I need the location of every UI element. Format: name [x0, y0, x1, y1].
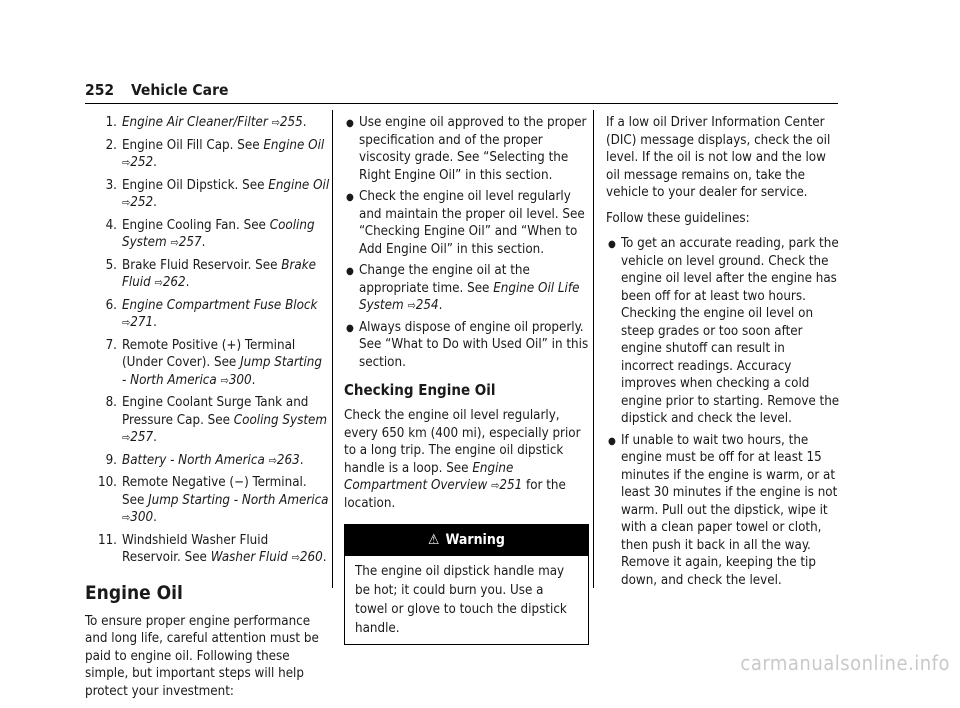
page-ref[interactable]: 252 — [130, 195, 154, 210]
page-ref-arrow-icon: ⇨ — [170, 236, 179, 249]
item-number: 5. — [105, 257, 117, 273]
cross-reference-link[interactable]: Jump Starting - North America — [148, 492, 329, 508]
page-ref[interactable]: 257 — [130, 430, 154, 445]
warning-icon: ⚠ — [428, 532, 440, 548]
dic-paragraph: If a low oil Driver Information Center (DIC) message displays, check the oil level. If the oil is not low and the low oil message remains on, take the vehicle to your dealer for service. — [606, 115, 831, 200]
page-ref-arrow-icon: ⇨ — [220, 373, 229, 387]
list-item: 1. Engine Air Cleaner/Filter ⇨255. — [105, 115, 307, 130]
page-ref-arrow-icon: ⇨ — [491, 479, 500, 492]
page-ref-arrow-icon: ⇨ — [122, 316, 131, 329]
page-header — [85, 82, 228, 100]
list-item: 10. Remote Negative (−) Terminal. See Jump Starting - North America ⇨300. — [97, 475, 329, 525]
page-ref[interactable]: 300 — [228, 372, 252, 388]
page-ref-arrow-icon: ⇨ — [268, 453, 277, 467]
item-number: 7. — [105, 337, 117, 353]
warning-header — [345, 525, 588, 556]
component-list — [85, 114, 330, 567]
page-ref[interactable]: 262 — [162, 275, 186, 290]
cross-reference-link[interactable]: Brake Fluid — [122, 257, 317, 290]
column-divider-1 — [332, 110, 333, 588]
item-number: 6. — [105, 297, 117, 313]
list-item: ● Use engine oil approved to the proper specification and of the proper viscosity grade. See “Selecting the Right Engine Oil” in this section. — [346, 115, 587, 183]
item-number: 11. — [97, 532, 117, 548]
cross-reference-link[interactable]: Engine Oil Life System — [359, 280, 580, 313]
list-item: ● To get an accurate reading, park the vehicle on level ground. Check the engine oil level after the engine has been off for at least two hours. Checking the engine oil level on steep grades or too soon after engine shutoff can result in incorrect readings. Accuracy improves when checking a cold engine prior to starting. Remove the dipstick and check the level. — [608, 236, 840, 426]
item-number: 2. — [105, 137, 117, 153]
guidelines-intro: Follow these guidelines: — [606, 210, 750, 226]
cross-reference-link[interactable]: Battery - North America — [122, 452, 265, 468]
column-divider-2 — [593, 110, 594, 588]
list-item: 7. Remote Positive (+) Terminal (Under Cover). See Jump Starting - North America ⇨300. — [105, 337, 322, 388]
page-ref[interactable]: 255 — [279, 115, 303, 130]
bullet-icon: ● — [346, 192, 354, 203]
warning-text: The engine oil dipstick handle may be hot; it could burn you. Use a towel or glove to touch the dipstick handle. — [355, 564, 567, 636]
list-item: ● Change the engine oil at the appropriate time. See Engine Oil Life System ⇨254. — [346, 263, 580, 313]
cross-reference-link[interactable]: Washer Fluid — [210, 550, 288, 565]
list-item: ● If unable to wait two hours, the engine must be off for at least 15 minutes if the engine is warm, or at least 30 minutes if the engine is not warm. Pull out the dipstick, wipe it with a clean paper towel or cloth, then push it back in all the way. Remove it again, keeping the tip down, and check the level. — [608, 432, 838, 588]
item-number: 9. — [105, 452, 117, 468]
page-ref-arrow-icon: ⇨ — [407, 299, 416, 312]
list-item: 9. Battery - North America ⇨263. — [105, 452, 304, 468]
column-1 — [85, 114, 330, 708]
watermark: carmanualsonline.info — [740, 650, 950, 675]
link-engine-compartment-overview[interactable]: Engine Compartment Overview — [344, 460, 514, 493]
cross-reference-link[interactable]: Engine Air Cleaner/Filter — [122, 115, 268, 130]
checking-paragraph: Check the engine oil level regularly, every 650 km (400 mi), especially prior to a long trip. The engine oil dipstick handle is a loop. See Engine Compartment Overview ⇨251 for the location. — [344, 408, 581, 511]
page-ref-arrow-icon: ⇨ — [154, 276, 163, 289]
page-ref-arrow-icon: ⇨ — [122, 156, 131, 169]
item-number: 8. — [105, 395, 117, 410]
cross-reference-link[interactable]: Engine Compartment Fuse Block — [122, 297, 318, 313]
column-3 — [606, 114, 840, 593]
warning-box — [344, 524, 589, 645]
page-ref-arrow-icon: ⇨ — [291, 551, 300, 564]
item-number: 10. — [97, 475, 117, 490]
cross-reference-link[interactable]: Engine Oil — [263, 137, 325, 153]
page-ref[interactable]: 251 — [499, 478, 523, 493]
list-item: ● Always dispose of engine oil properly. See “What to Do with Used Oil” in this section. — [346, 319, 589, 370]
engine-oil-heading: Engine Oil — [85, 581, 183, 604]
cross-reference-link[interactable]: Jump Starting - North America — [122, 355, 322, 388]
section-title: Vehicle Care — [130, 81, 229, 99]
bullet-icon: ● — [346, 266, 354, 277]
list-item: 4. Engine Cooling Fan. See Cooling System ⇨257. — [105, 217, 315, 250]
item-number: 3. — [105, 177, 117, 193]
cross-reference-link[interactable]: Cooling System — [122, 217, 315, 250]
checking-engine-oil-heading: Checking Engine Oil — [344, 381, 496, 399]
list-item: 6. Engine Compartment Fuse Block ⇨271. — [105, 297, 318, 330]
page-ref[interactable]: 257 — [178, 235, 202, 250]
bullet-icon: ● — [608, 435, 616, 447]
engine-oil-bullets — [344, 114, 589, 371]
list-item: 5. Brake Fluid Reservoir. See Brake Fluid ⇨262. — [105, 257, 317, 290]
page-ref-arrow-icon: ⇨ — [122, 511, 131, 524]
page-ref-arrow-icon: ⇨ — [271, 116, 280, 129]
cross-reference-link[interactable]: Engine Oil — [268, 177, 330, 193]
item-number: 1. — [105, 115, 117, 130]
list-item: 11. Windshield Washer Fluid Reservoir. See Washer Fluid ⇨260. — [97, 532, 327, 565]
bullet-icon: ● — [346, 118, 354, 129]
page-ref-arrow-icon: ⇨ — [122, 196, 131, 209]
column-2 — [344, 114, 589, 645]
list-item: 3. Engine Oil Dipstick. See Engine Oil ⇨252. — [105, 177, 330, 210]
page-ref[interactable]: 254 — [415, 298, 439, 313]
guidelines-bullets — [606, 235, 840, 589]
header-rule — [85, 103, 838, 104]
engine-oil-intro: To ensure proper engine performance and long life, careful attention must be paid to engine oil. Following these simple, but important steps will help protect your investment: — [85, 613, 319, 699]
page-ref[interactable]: 263 — [276, 452, 300, 468]
page-ref[interactable]: 252 — [130, 155, 154, 170]
page-ref[interactable]: 271 — [130, 315, 154, 330]
list-item: 2. Engine Oil Fill Cap. See Engine Oil ⇨252. — [105, 137, 325, 170]
list-item: ● Check the engine oil level regularly and maintain the proper oil level. See “Checking Engine Oil” and “When to Add Engine Oil” in this section. — [346, 189, 585, 257]
warning-title: Warning — [445, 532, 505, 548]
page-ref[interactable]: 300 — [130, 510, 154, 525]
page-number: 252 — [85, 81, 115, 99]
cross-reference-link[interactable]: Cooling System — [233, 412, 328, 428]
list-item: 8. Engine Coolant Surge Tank and Pressure Cap. See Cooling System ⇨257. — [105, 395, 328, 445]
bullet-icon: ● — [346, 322, 354, 334]
page-ref[interactable]: 260 — [299, 550, 323, 565]
bullet-icon: ● — [608, 239, 616, 250]
item-number: 4. — [105, 217, 117, 233]
page-ref-arrow-icon: ⇨ — [122, 431, 131, 444]
